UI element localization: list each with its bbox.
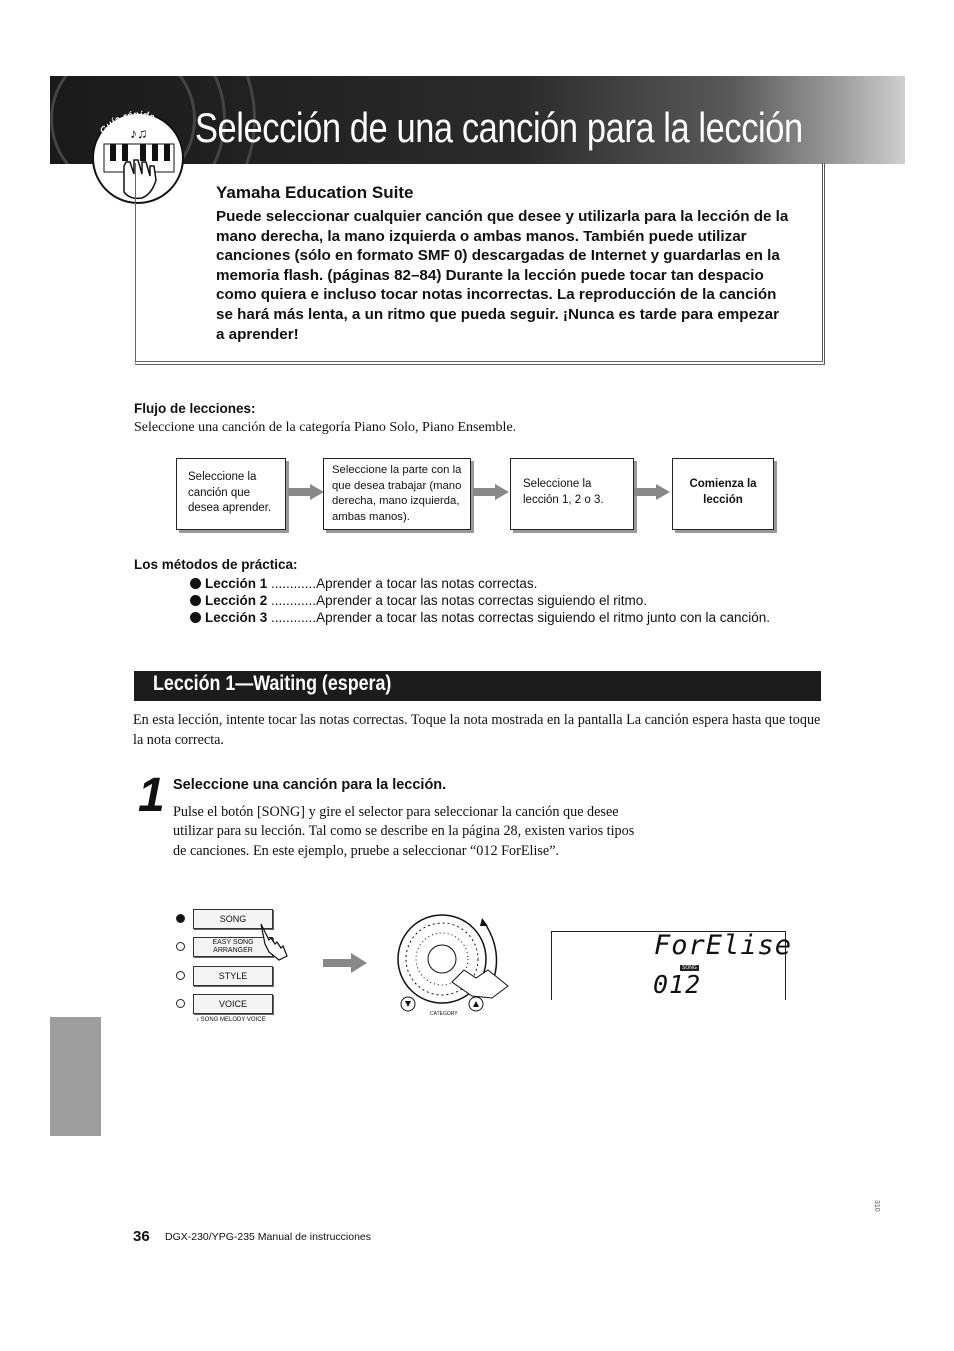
lcd-song-name: ForElise <box>654 930 793 961</box>
method-leader: ............ <box>271 593 317 608</box>
method-desc: Aprender a tocar las notas correctas siguiendo el ritmo junto con la canción. <box>316 610 771 625</box>
panel-caption: ♪ SONG MELODY VOICE <box>196 1017 266 1023</box>
flow-step-text: Seleccione la parte con la que desea trabajar (mano derecha, mano izquierda, ambas manos). <box>332 464 462 523</box>
method-item <box>190 610 770 625</box>
method-label: Lección 3 <box>205 610 268 625</box>
flow-arrow-icon <box>473 484 509 500</box>
flow-arrow-icon <box>288 484 324 500</box>
led-indicator <box>176 942 185 951</box>
lcd-song-number: 012 <box>653 970 702 999</box>
flujo-text: Seleccione una canción de la categoría Piano Solo, Piano Ensemble. <box>134 420 517 435</box>
footer-text: DGX-230/YPG-235 Manual de instrucciones <box>165 1231 372 1243</box>
dial-icon[interactable] <box>392 912 512 1020</box>
lesson-text: En esta lección, intente tocar las notas correctas. Toque la nota mostrada en la pantalla La canción espera hasta que toque la nota correcta. <box>133 712 821 748</box>
led-indicator-on <box>176 914 185 923</box>
voice-button[interactable]: VOICE <box>193 994 273 1014</box>
bullet-icon <box>190 578 201 589</box>
flujo-title: Flujo de lecciones: <box>134 401 256 416</box>
dial-caption: CATEGORY <box>430 1011 458 1017</box>
flow-step-4 <box>672 458 774 530</box>
method-leader: ............ <box>271 576 317 591</box>
flow-arrow-icon <box>634 484 670 500</box>
flow-step-3 <box>510 458 634 530</box>
flow-step-1 <box>176 458 286 530</box>
bullet-icon <box>190 612 201 623</box>
method-item <box>190 593 647 608</box>
flow-step-text: Comienza la lección <box>689 478 757 506</box>
flow-step-2 <box>323 458 471 530</box>
step-number: 1 <box>138 769 165 822</box>
flow-step-text: Seleccione la canción que desea aprender. <box>188 471 272 514</box>
method-label: Lección 2 <box>205 593 268 608</box>
led-indicator <box>176 971 185 980</box>
svg-text:♪♫: ♪♫ <box>130 125 148 141</box>
side-tab <box>50 1017 101 1136</box>
method-desc: Aprender a tocar las notas correctas. <box>316 576 538 591</box>
style-button[interactable]: STYLE <box>193 966 273 986</box>
method-item <box>190 576 537 591</box>
method-leader: ............ <box>271 610 317 625</box>
education-suite-body: Puede seleccionar cualquier canción que desee y utilizarla para la lección de la mano derecha, la mano izquierda o ambas manos. También puede utilizar canciones (sólo en formato SMF 0) descargadas de Internet y guardarlas en la memoria flash. (páginas 82–84) Durante la lección puede tocar tan despacio como quiera e incluso tocar notas incorrectas. La reproducción de la canción se hará más lenta, a un ritmo que pueda seguir. ¡Nunca es tarde para empezar a aprender! <box>216 208 789 343</box>
easy-song-arranger-button[interactable]: EASY SONG ARRANGER <box>193 937 273 957</box>
svg-text:Guía rápida: Guía rápida <box>97 109 156 137</box>
led-indicator <box>176 999 185 1008</box>
method-label: Lección 1 <box>205 576 268 591</box>
arrow-right-icon <box>323 953 369 973</box>
page-number: 36 <box>133 1228 150 1245</box>
method-desc: Aprender a tocar las notas correctas siguiendo el ritmo. <box>316 593 647 608</box>
lesson-title: Lección 1—Waiting (espera) <box>153 672 392 695</box>
pointing-hand-icon <box>257 922 289 962</box>
flow-step-text: Seleccione la lección 1, 2 o 3. <box>523 478 604 506</box>
step-text: Pulse el botón [SONG] y gire el selector para seleccionar la canción que desee utilizar para su lección. Tal como se describe en la página 28, existen varios tipos de canciones. En este ejemplo, pruebe a seleccionar “012 ForElise”. <box>173 804 635 859</box>
bullet-icon <box>190 595 201 606</box>
side-code: 310 <box>873 1200 880 1212</box>
step-title: Seleccione una canción para la lección. <box>173 777 447 793</box>
song-button[interactable]: SONG <box>193 909 273 929</box>
metodos-title: Los métodos de práctica: <box>134 557 298 572</box>
education-suite-title: Yamaha Education Suite <box>216 183 414 202</box>
lcd-song-indicator: SONG <box>682 965 697 971</box>
page-title: Selección de una canción para la lección <box>195 104 803 151</box>
